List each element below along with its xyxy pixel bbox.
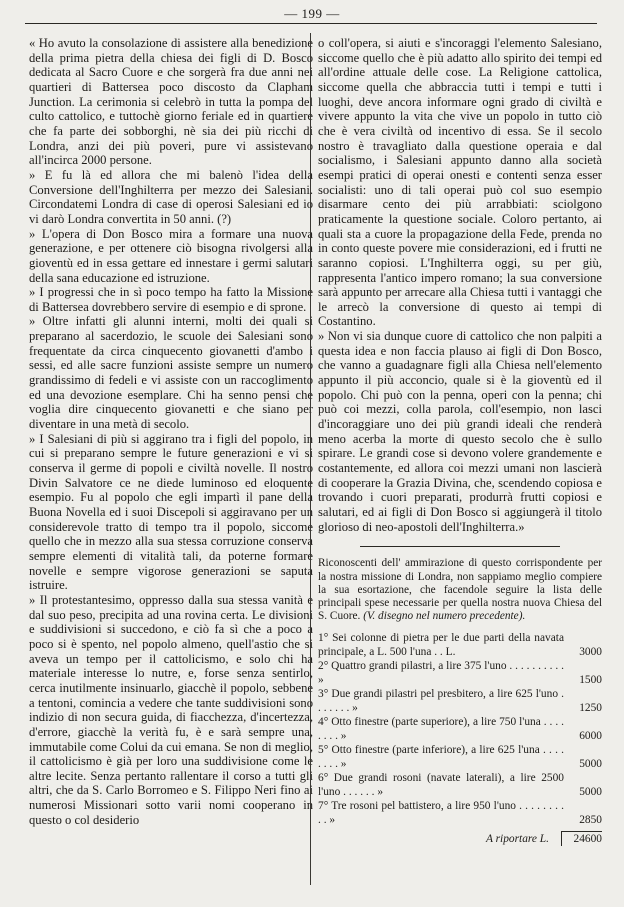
paragraph: « Ho avuto la consolazione di assistere alla benedizione della prima pietra della chiesa dei figli di D. Bosco dedicata al Sacro Cuore e che sorgerà fra due anni nei quartieri di Battersea poco discosto da Clapham Junction. La cerimonia si celebrò in tutta la pompa del culto cattolico, e tuttochè giorno feriale ed in quartiere che fa parte dei sobborghi, nè sia dei più ricchi di Londra, anzi dei più poveri, pure vi assistevano all'incirca 2000 persone. <box>29 36 313 168</box>
expense-item <box>318 771 602 799</box>
expense-description: 1° Sei colonne di pietra per le due parti della navata principale, a L. 500 l'una . . L. <box>318 632 564 659</box>
expense-item <box>318 743 602 771</box>
editorial-note <box>318 557 602 623</box>
expense-item <box>318 799 602 827</box>
expense-description: 2° Quattro grandi pilastri, a lire 375 l'uno . . . . . . . . . . » <box>318 660 564 687</box>
expense-amount: 6000 <box>579 730 602 743</box>
column-divider <box>310 33 311 885</box>
note-italic-reference: (V. disegno nel numero precedente). <box>363 610 526 623</box>
section-rule <box>360 546 560 547</box>
expense-item <box>318 631 602 659</box>
paragraph: » L'opera di Don Bosco mira a formare una nuova generazione, e per ottenere ciò bisogna rivolgersi alla gioventù ed in essa gettare ed innestare i germi salutari della sana educazione ed istruzione. <box>29 226 313 285</box>
expense-item <box>318 687 602 715</box>
note-text: Riconoscenti dell' ammirazione di questo corrispondente per la nostra missione di Londra, non sappiamo meglio compiere la sua esortazione, che facendole seguire la lista delle principali spese necessarie per quella nostra nuova Chiesa del S. Cuore. <box>318 557 602 623</box>
paragraph: » Non vi sia dunque cuore di cattolico che non palpiti a questa idea e non faccia plauso ai figli di Don Bosco, che vanno a guadagnare figli alla Chiesa nell'elemento appunto il più acconcio, quale si è la gioventù ed il popolo. Chi può con la penna, operi con la penna; chi può coi mezzi, colla parola, coll'esempio, non lasci d'incoraggiare uno dei più grandi ideali che renderà meno acerba la morte di questo secolo che è sullo spirare. Le grandi cose si devono volere grandemente e costantemente, ed allora coi mezzi umani non lascierà di cooperare la Grazia Divina, che, scendendo copiosa e trovando i cuori preparati, produrrà frutti copiosi e salutari, ed ai figli di Don Bosco si aggiungerà il titolo glorioso di neo-apostoli dell'Inghilterra.» <box>318 329 602 534</box>
paragraph: » Oltre infatti gli alunni interni, molti dei quali si preparano al sacerdozio, le scuole dei Salesiani sono frequentate da circa cinquecento giovanetti d'ambo i sessi, ed alle sacre funzioni assiste sempre un numero grandissimo di fedeli e vi assiste con un raccoglimento ed una devozione esemplare. Chi ha senno pensi che voglia dire cinquecento giovanetti e che siano per diventare in una metà di secolo. <box>29 314 313 432</box>
page-number: — 199 — <box>284 6 340 21</box>
expense-description: 5° Otto finestre (parte inferiore), a lire 625 l'una . . . . . . . . » <box>318 744 564 771</box>
expense-description: 3° Due grandi pilastri pel presbitero, a lire 625 l'uno . . . . . . . » <box>318 688 564 715</box>
total-label: A riportare L. <box>486 832 549 845</box>
expense-amount: 3000 <box>579 646 602 659</box>
paragraph: » Il protestantesimo, oppresso dalla sua stessa vanità e dal suo peso, precipita ad una rovina certa. Le divisioni e suddivisioni si succedono, e ciò fa sì che a poco a poco si è spento, nel popolo almeno, quell'astio che si aveva un tempo per il cattolicismo, e solo chi ha materiale interesse lo nutre, e, forse senza sentirlo, cerca inutilmente insinuarlo, giacchè il popolo, sebbene a tentoni, comincia a vedere che tante suddivisioni sono indizio di non secura guida, di fiacchezza, d'incertezza, d'errore, giacchè la verità fu, è e sarà sempre una, immutabile come Colui da cui emana. Se non di meglio, il cattolicismo è già per loro una suddivisione come le altre lecite. Senza pertanto rallentare il corso a tutti gli altri, che da S. Carlo Borromeo e S. Filippo Neri fino ai numerosi Missionari sotto varii nomi cooperano in questo o col desiderio <box>29 592 313 827</box>
paragraph: » I Salesiani di più si aggirano tra i figli del popolo, in cui si preparano sempre le future generazioni e vi si conserva il germe di popoli e civiltà novelle. Il nostro Divin Salvatore ce ne diede luminoso ed eloquente esempio. Fu al popolo che egli impartì il pane della Buona Novella ed i suoi Discepoli si aggiravano per un considerevole tratto di tempo tra il popolo, siccome quello che in mezzo alla sua stessa corruzione conserva sempre elementi di vitalità tali, da poterne formare novelle e sempre vigorose generazioni se saputa istruire. <box>29 431 313 593</box>
expense-list <box>318 631 602 846</box>
expense-amount: 1500 <box>579 674 602 687</box>
expense-amount: 2850 <box>579 814 602 827</box>
paragraph: » E fu là ed allora che mi balenò l'idea della Conversione dell'Inghilterra per mezzo dei Salesiani. Circondatemi Londra di case di operosi Salesiani ed io vi darò Londra convertita in 50 anni. (?) <box>29 167 313 226</box>
expense-amount: 1250 <box>579 702 602 715</box>
left-column <box>29 36 313 827</box>
expense-item <box>318 659 602 687</box>
paragraph: o coll'opera, si aiuti e s'incoraggi l'elemento Salesiano, siccome quello che è più adatto allo spirito dei tempi ed all'ordine attuale delle cose. La Religione cattolica, siccome quella che abbraccia tutti i tempi e tutti i luoghi, deve ancora informare ogni grado di civiltà e vivere appunto la vita che vive un popolo in tutto ciò che è vera civiltà od incentivo di essa. Se il secolo nostro è travagliato dalla questione operaia e dal socialismo, i Salesiani appunto danno alla società esempi pratici di operai onesti e contenti senza esser socialisti: uno di tali operai può col suo esempio disarmare cento dei più arrabbiati: sciolgono praticamente la questione sociale. Coloro pertanto, ai quali sta a cuore la propagazione della Fede, prenda no in conto queste povere mie considerazioni, ed i frutti ne saranno copiosi. L'Inghilterra oggi, su per giù, rappresenta l'antico impero romano; la sua conversione sarà appunto per arrecare alla Chiesa tutti i vantaggi che le arrecò la conversione di questo ai tempi di Costantino. <box>318 36 602 329</box>
expense-amount: 5000 <box>579 758 602 771</box>
expense-amount: 5000 <box>579 786 602 799</box>
expense-description: 4° Otto finestre (parte superiore), a lire 750 l'una . . . . . . . . » <box>318 716 564 743</box>
expense-description: 6° Due grandi rosoni (navate laterali), a lire 2500 l'uno . . . . . . » <box>318 772 564 799</box>
total-row <box>318 831 602 846</box>
header-rule <box>25 23 597 24</box>
total-amount: 24600 <box>561 831 602 846</box>
paragraph: » I progressi che in sì poco tempo ha fatto la Missione di Battersea dovrebbero servire di esempio e di sprone. <box>29 285 313 314</box>
expense-item <box>318 715 602 743</box>
right-column <box>318 36 602 846</box>
expense-description: 7° Tre rosoni pel battistero, a lire 950 l'uno . . . . . . . . . . » <box>318 800 564 827</box>
